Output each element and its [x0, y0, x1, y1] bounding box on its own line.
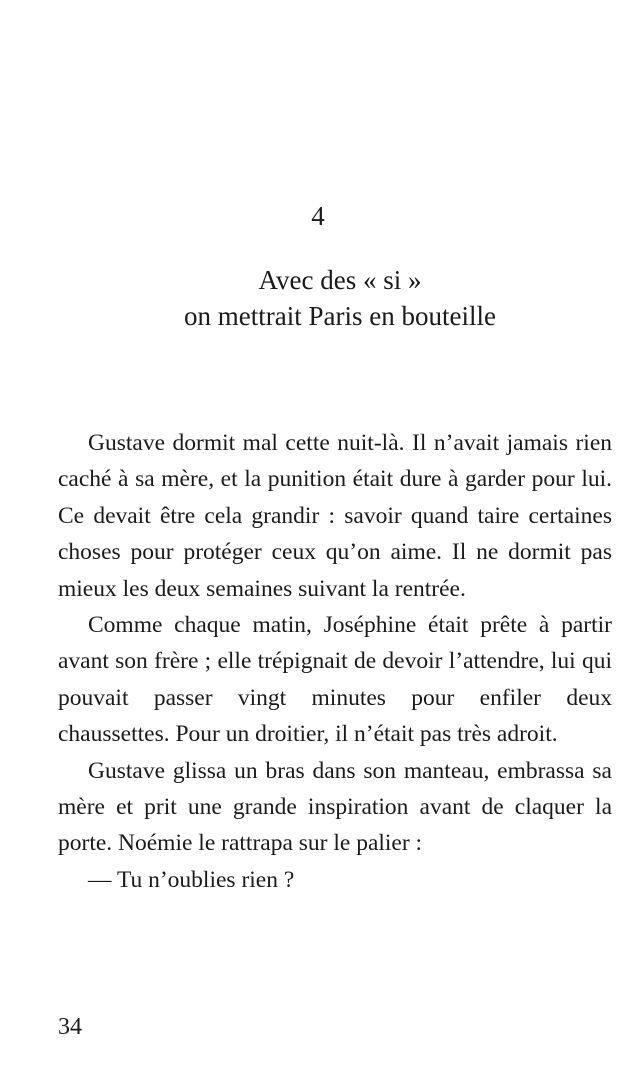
- chapter-body: [58, 425, 612, 898]
- chapter-title-line-2: on mettrait Paris en bouteille: [184, 301, 496, 331]
- page-number: 34: [58, 1014, 82, 1040]
- chapter-title-line-1: Avec des « si »: [258, 265, 422, 295]
- chapter-number: 4: [311, 201, 325, 231]
- paragraph: Gustave glissa un bras dans son manteau, embrassa sa mère et prit une grande inspiration avant de claquer la porte. Noémie le rattrapa sur le palier :: [58, 757, 612, 857]
- paragraph: Gustave dormit mal cette nuit-là. Il n’avait jamais rien caché à sa mère, et la punition était dure à garder pour lui. Ce devait être cela grandir : savoir quand taire certaines choses pour protéger ceux qu’on aime. Il ne dormit pas mieux les deux semaines suivant la rentrée.: [58, 430, 612, 602]
- dialogue-line: — Tu n’oublies rien ?: [88, 866, 295, 893]
- chapter-title: [90, 262, 590, 334]
- paragraph: Comme chaque matin, Joséphine était prête à partir avant son frère ; elle trépignait de devoir l’attendre, lui qui pouvait passer vingt minutes pour enfiler deux chaussettes. Pour un droitier, il n’était pas très adroit.: [58, 612, 612, 748]
